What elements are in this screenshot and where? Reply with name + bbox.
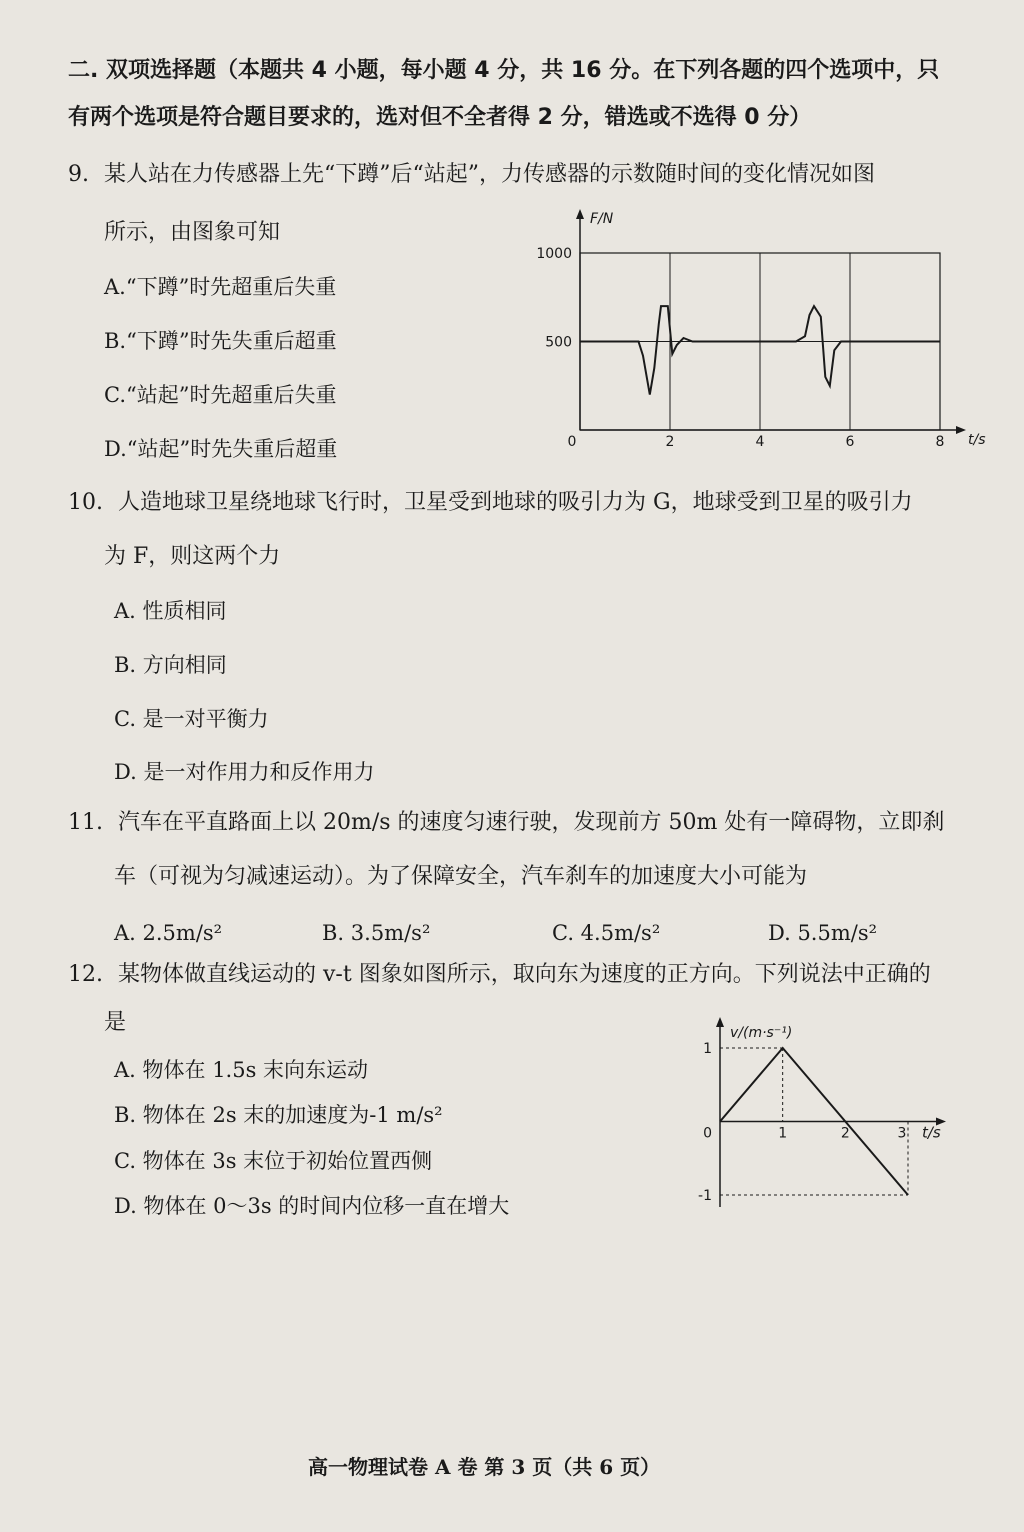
section-title-line1: 二. 双项选择题（本题共 4 小题，每小题 4 分，共 16 分。在下列各题的四个选项中，只: [68, 58, 940, 83]
q9-option-c: C.“站起”时先超重后失重: [104, 383, 337, 407]
velocity-time-chart: [690, 1015, 965, 1215]
x-tick-label: 8: [935, 434, 945, 450]
q12-number: 12.: [68, 962, 103, 987]
q11-number: 11.: [68, 810, 103, 835]
q10-stem-line1: 人造地球卫星绕地球飞行时，卫星受到地球的吸引力为 G，地球受到卫星的吸引力: [118, 490, 913, 515]
q12-stem-line1: 某物体做直线运动的 v-t 图象如图所示，取向东为速度的正方向。下列说法中正确的: [118, 962, 931, 987]
y-axis-label: v/(m·s⁻¹): [730, 1025, 793, 1041]
q11-option-a: A. 2.5m/s²: [114, 921, 223, 945]
force-time-chart: [535, 205, 990, 455]
x-axis-label: t/s: [922, 1123, 941, 1142]
x-tick-label: 2: [840, 1125, 850, 1142]
q9-stem-line2: 所示，由图象可知: [104, 220, 281, 245]
y-axis-arrow: [716, 1017, 724, 1027]
q9-option-d: D.“站起”时先失重后超重: [104, 437, 338, 461]
q10-number: 10.: [68, 490, 103, 515]
q12-option-b: B. 物体在 2s 末的加速度为-1 m/s²: [114, 1103, 443, 1127]
q10-option-a: A. 性质相同: [114, 599, 227, 623]
q12-option-a: A. 物体在 1.5s 末向东运动: [114, 1058, 369, 1082]
x-axis-arrow: [956, 426, 966, 434]
x-tick-label: 1: [778, 1125, 788, 1142]
q9-number: 9.: [68, 162, 89, 187]
x-axis-label: t/s: [968, 432, 986, 448]
y-tick-label: -1: [698, 1188, 712, 1204]
y-axis-arrow: [576, 209, 584, 219]
q11-option-c: C. 4.5m/s²: [552, 921, 661, 945]
q10-option-b: B. 方向相同: [114, 653, 227, 677]
x-tick-label: 0: [703, 1125, 712, 1142]
q12-option-c: C. 物体在 3s 末位于初始位置西侧: [114, 1149, 433, 1173]
y-tick-label: 1: [703, 1041, 712, 1057]
x-tick-label: 6: [845, 434, 855, 450]
q11-option-d: D. 5.5m/s²: [768, 921, 878, 945]
x-tick-label: 2: [665, 434, 675, 450]
q11-option-b: B. 3.5m/s²: [322, 921, 431, 945]
x-tick-label: 3: [897, 1125, 907, 1142]
q12-option-d: D. 物体在 0～3s 的时间内位移一直在增大: [114, 1194, 510, 1218]
page-footer: 高一物理试卷 A 卷 第 3 页（共 6 页）: [308, 1455, 661, 1479]
q11-stem-line1: 汽车在平直路面上以 20m/s 的速度匀速行驶，发现前方 50m 处有一障碍物，立即刹: [118, 810, 945, 835]
q11-stem-line2: 车（可视为匀减速运动）。为了保障安全，汽车刹车的加速度大小可能为: [114, 864, 808, 889]
q9-stem-line1: 某人站在力传感器上先“下蹲”后“站起”，力传感器的示数随时间的变化情况如图: [104, 162, 875, 187]
y-tick-label: 500: [545, 334, 572, 351]
y-axis-label: F/N: [590, 211, 614, 227]
q9-option-b: B.“下蹲”时先失重后超重: [104, 329, 337, 353]
q12-stem-line2: 是: [104, 1010, 127, 1035]
q10-stem-line2: 为 F，则这两个力: [104, 544, 281, 569]
x-tick-label: 0: [567, 434, 577, 450]
y-tick-label: 1000: [536, 246, 572, 262]
q9-option-a: A.“下蹲”时先超重后失重: [104, 275, 337, 299]
q10-option-d: D. 是一对作用力和反作用力: [114, 760, 375, 784]
section-title-line2: 有两个选项是符合题目要求的，选对但不全者得 2 分，错选或不选得 0 分）: [68, 105, 812, 130]
x-tick-label: 4: [755, 434, 765, 450]
q10-option-c: C. 是一对平衡力: [114, 707, 269, 731]
